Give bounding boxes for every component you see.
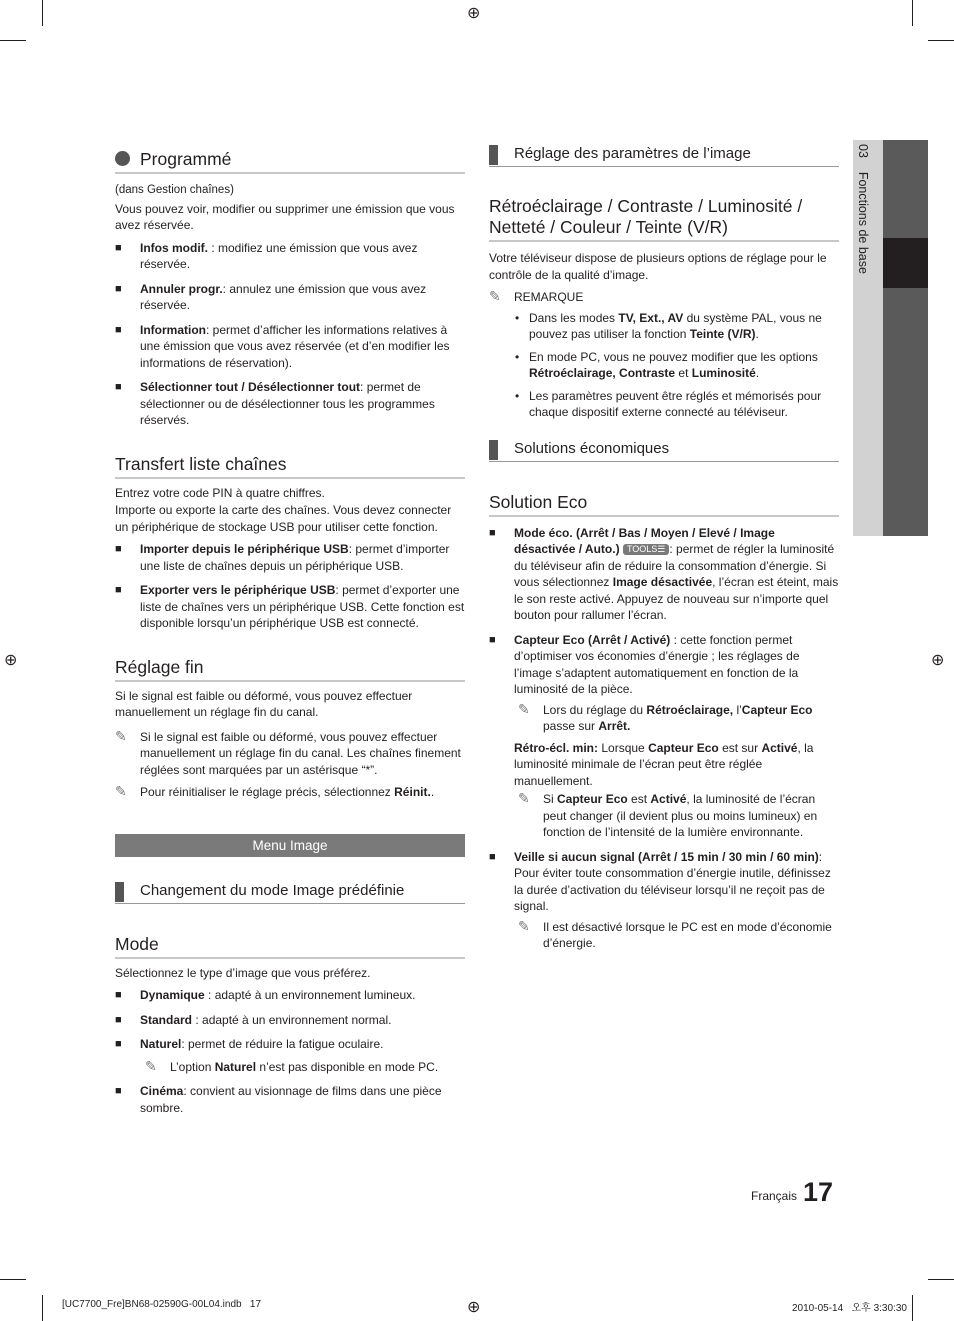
note-heading-text: REMARQUE: [514, 290, 584, 304]
section-title-retroeclairage: [489, 196, 839, 242]
pencil-note-icon: ✎: [518, 917, 530, 934]
subsection-bar: [115, 882, 124, 902]
note-text: passe sur: [543, 719, 599, 733]
item-text: Dans les modes: [529, 310, 619, 325]
crop-mark: [912, 0, 913, 26]
menu-banner: Menu Image: [115, 834, 465, 857]
item-bold: Sélectionner tout / Désélectionner tout: [140, 380, 361, 394]
note-bold: Naturel: [214, 1059, 257, 1074]
item-text: : convient au visionnage de films dans une pièce sombre.: [140, 1084, 442, 1115]
list-item: [489, 849, 839, 952]
clock-icon: [115, 151, 130, 166]
note-bold: Activé: [650, 792, 687, 806]
bullet-square-icon: ■: [115, 323, 122, 336]
item-bold: Mode éco. (Arrêt / Bas / Moyen / Elevé / Image désactivée / Auto.): [514, 525, 775, 556]
section-title-mode: Mode: [115, 933, 465, 959]
list-item: [115, 1036, 465, 1053]
item-text: est sur: [718, 740, 762, 755]
item-text: : permet d’importer une liste de chaînes depuis un périphérique USB.: [140, 542, 450, 573]
side-tab-label: [856, 144, 870, 274]
list-item: [115, 987, 465, 1004]
bullet-dot-icon: •: [515, 310, 520, 325]
item-bold: Capteur Eco (Arrêt / Activé): [514, 632, 671, 647]
paragraph: Si le signal est faible ou déformé, vous pouvez effectuer manuellement un réglage fin du canal.: [115, 688, 413, 719]
pencil-note-icon: ✎: [518, 700, 530, 717]
note-bold: Capteur Eco: [741, 702, 813, 717]
list-item: [115, 541, 465, 574]
note-text: n’est pas disponible en mode PC.: [256, 1059, 439, 1074]
item-text: : permet de sélectionner ou de désélectionner tous les programmes réservés.: [140, 380, 435, 427]
side-tab-number: 03: [856, 144, 870, 158]
pencil-note-icon: ✎: [518, 790, 530, 806]
note: [518, 702, 839, 735]
item-bold: Rétro-écl. min:: [514, 740, 599, 755]
item-text: : permet de régler la luminosité du téléviseur afin de réduire la consommation d’énergie. Si vous sélectionnez: [514, 542, 835, 589]
note-bold: Rétroéclairage,: [646, 702, 734, 717]
list-item: [515, 349, 839, 382]
side-tab-text: Fonctions de base: [856, 171, 870, 274]
paragraph: Vous pouvez voir, modifier ou supprimer une émission que vous avez réservée.: [115, 201, 455, 232]
subsection-title-reglage: [489, 144, 839, 167]
item-bold: Cinéma: [140, 1084, 184, 1098]
bullet-dot-icon: •: [515, 349, 520, 364]
registration-mark-icon: ⊕: [4, 652, 18, 669]
note-text: Si: [543, 792, 558, 806]
list-item: [115, 281, 465, 314]
item-text: : permet d’afficher les informations relatives à une émission que vous avez réservée (et d’en modifier les informations de réservation).: [140, 322, 450, 370]
paragraph: Sélectionnez le type d’image que vous préférez.: [115, 965, 371, 980]
note: [115, 784, 465, 801]
tools-label: TOOLS: [626, 544, 658, 554]
crop-mark: [0, 40, 26, 41]
registration-mark-icon: ⊕: [931, 652, 945, 669]
item-bold: Infos modif.: [140, 240, 208, 255]
list-item: [115, 240, 465, 273]
item-text: , l’écran est éteint, mais le son reste activé. Appuyez de nouveau sur n’importe quel bouton pour rallumer l’écran.: [514, 575, 839, 622]
subsection-title-changement: [115, 881, 465, 904]
item-bold: Teinte (V/R): [689, 327, 756, 341]
list-item: [115, 322, 465, 372]
item-bold: Standard: [140, 1012, 193, 1027]
item-text: : adapté à un environnement normal.: [192, 1012, 392, 1027]
page-number: 17: [803, 1177, 834, 1207]
crop-mark: [928, 40, 954, 41]
item-bold: Information: [140, 322, 206, 337]
list-item: [115, 1083, 465, 1116]
crop-mark: [912, 1295, 913, 1321]
note-bold: Arrêt.: [598, 719, 631, 733]
section-title-programme: [115, 148, 465, 174]
note-text: l’: [733, 702, 742, 717]
registration-mark-icon: ⊕: [467, 1299, 481, 1316]
note-text: L’option: [170, 1059, 215, 1074]
note-text: Pour réinitialiser le réglage précis, sélectionnez: [140, 785, 395, 799]
note: [518, 791, 839, 841]
item-text: Lorsque: [598, 740, 649, 755]
bullet-square-icon: ■: [115, 282, 122, 295]
list-item: [489, 632, 839, 841]
context-bold: Gestion chaînes: [146, 184, 231, 196]
section-title-solution-eco: Solution Eco: [489, 491, 839, 517]
note-text: est: [627, 792, 651, 806]
item-bold: Image désactivée: [612, 575, 713, 589]
paragraph: Votre téléviseur dispose de plusieurs options de réglage pour le contrôle de la qualité d’image.: [489, 251, 827, 282]
bullet-square-icon: ■: [115, 381, 122, 393]
context-pre: (dans: [115, 184, 147, 196]
list-item: [489, 525, 839, 624]
item-bold: Importer depuis le périphérique USB: [140, 542, 349, 556]
pencil-note-icon: ✎: [115, 727, 127, 744]
item-bold: Dynamique: [140, 988, 205, 1002]
item-bold: Rétroéclairage, Contraste: [529, 366, 676, 380]
crop-mark: [0, 1279, 26, 1280]
list-item: [115, 379, 465, 429]
note-text: Si le signal est faible ou déformé, vous pouvez effectuer manuellement un réglage fin du canal. Les chaînes finement réglées sont marquées par un astérisque “*”.: [140, 729, 461, 777]
bullet-square-icon: ■: [115, 241, 122, 254]
section-title-transfert: Transfert liste chaînes: [115, 453, 465, 479]
item-text: et: [675, 366, 692, 380]
item-text: : cette fonction permet d’optimiser vos économies d’énergie ; les réglages de l’image s’adaptent automatiquement en fonction de la luminosité de la pièce.: [514, 632, 800, 696]
item-text: : modifiez une émission que vous avez réservée.: [140, 240, 418, 271]
note-text: Lors du réglage du: [543, 702, 647, 717]
pencil-note-icon: ✎: [115, 783, 127, 799]
bullet-square-icon: ■: [489, 633, 496, 646]
crop-mark: [928, 1279, 954, 1280]
paragraph: Entrez votre code PIN à quatre chiffres.: [115, 485, 325, 500]
item-text: Les paramètres peuvent être réglés et mémorisés pour chaque dispositif externe connecté au téléviseur.: [529, 388, 822, 419]
bullet-square-icon: ■: [115, 584, 122, 596]
side-tab-black: [883, 238, 928, 288]
item-text: du système PAL, vous ne pouvez pas utiliser la fonction: [529, 310, 822, 341]
item-bold: Capteur Eco: [648, 740, 719, 755]
footer-language: Français: [751, 1189, 798, 1203]
bullet-square-icon: ■: [115, 1013, 122, 1026]
bullet-square-icon: ■: [115, 1085, 122, 1097]
note: [518, 919, 839, 952]
subsection-text: Changement du mode Image prédéfinie: [140, 881, 405, 899]
subsection-bar: [489, 440, 498, 460]
note: [115, 729, 465, 779]
bullet-square-icon: ■: [115, 543, 122, 555]
list-item: [515, 388, 839, 421]
list-item: [515, 310, 839, 343]
registration-mark-icon: ⊕: [467, 5, 481, 22]
crop-mark: [42, 1295, 43, 1321]
item-text: : Pour éviter toute consommation d’énergie inutile, définissez la durée d’activation du téléviseur lorsqu’il ne reçoit pas de signal.: [514, 849, 831, 913]
item-text: : annulez une émission que vous avez réservée.: [140, 281, 427, 312]
item-bold: Activé: [761, 740, 798, 755]
pencil-note-icon: ✎: [489, 288, 501, 304]
crop-mark: [42, 0, 43, 26]
item-text: .: [755, 366, 760, 380]
pencil-note-icon: ✎: [145, 1057, 157, 1074]
item-text: : permet d’exporter une liste de chaînes vers un périphérique USB. Cette fonction est disponible lorsqu’un périphérique USB est connecté.: [140, 583, 465, 630]
list-item: [115, 1012, 465, 1029]
print-slug-right: 2010-05-14 오후 3:30:30: [792, 1303, 907, 1314]
left-column: [115, 148, 465, 1116]
item-bold: Luminosité: [691, 366, 756, 380]
context-line: [115, 182, 465, 199]
item-text: : permet de réduire la fatigue oculaire.: [181, 1037, 384, 1051]
section-title-line: Rétroéclairage / Contraste / Luminosité /: [489, 196, 803, 216]
context-post: ): [230, 184, 234, 196]
note-heading: [489, 289, 839, 306]
print-slug-left: [UC7700_Fre]BN68-02590G-00L04.indb 17: [62, 1299, 262, 1310]
bullet-square-icon: ■: [115, 1038, 122, 1050]
paragraph: Importe ou exporte la carte des chaînes. Vous devez connecter un périphérique de stockage USB pour utiliser cette fonction.: [115, 503, 452, 534]
side-tab: [853, 140, 928, 536]
bullet-square-icon: ■: [489, 850, 496, 863]
bullet-dot-icon: •: [515, 388, 520, 403]
item-text: , la luminosité minimale de l’écran peut être réglée manuellement.: [514, 740, 814, 788]
item-bold: Exporter vers le périphérique USB: [140, 583, 336, 597]
item-text: .: [755, 327, 759, 341]
section-title-text: Programmé: [140, 149, 232, 169]
note-text: Il est désactivé lorsque le PC est en mode d’économie d’énergie.: [543, 919, 832, 950]
subsection-title-solutions: [489, 439, 839, 462]
right-column: [489, 144, 839, 952]
item-bold: Naturel: [140, 1037, 182, 1051]
subsection-bar: [489, 145, 498, 165]
tools-badge: TOOLS☰: [623, 544, 669, 555]
note-text: , la luminosité de l’écran peut changer (il devient plus ou moins lumineux) en fonction de l’intensité de la lumière environnante.: [543, 792, 818, 839]
subsection-text: Réglage des paramètres de l’image: [514, 145, 751, 162]
note-bold: Réinit.: [394, 785, 431, 799]
item-bold: Veille si aucun signal (Arrêt / 15 min / 30 min / 60 min): [514, 849, 819, 864]
item-text: En mode PC, vous ne pouvez modifier que les options: [529, 349, 818, 364]
section-title-line: Netteté / Couleur / Teinte (V/R): [489, 217, 728, 237]
note-bold: Capteur Eco: [557, 792, 628, 806]
note: [145, 1059, 465, 1076]
subsection-text: Solutions économiques: [514, 439, 670, 457]
side-tab-dark: [883, 140, 928, 536]
note-text: .: [430, 785, 435, 799]
item-bold: TV, Ext., AV: [618, 310, 684, 325]
paragraph: [514, 740, 839, 790]
list-item: [115, 582, 465, 632]
item-bold: Annuler progr.: [140, 281, 223, 296]
bullet-square-icon: ■: [489, 526, 496, 539]
item-text: : adapté à un environnement lumineux.: [204, 988, 416, 1002]
bullet-square-icon: ■: [115, 989, 122, 1001]
section-title-reglage-fin: Réglage fin: [115, 656, 465, 682]
